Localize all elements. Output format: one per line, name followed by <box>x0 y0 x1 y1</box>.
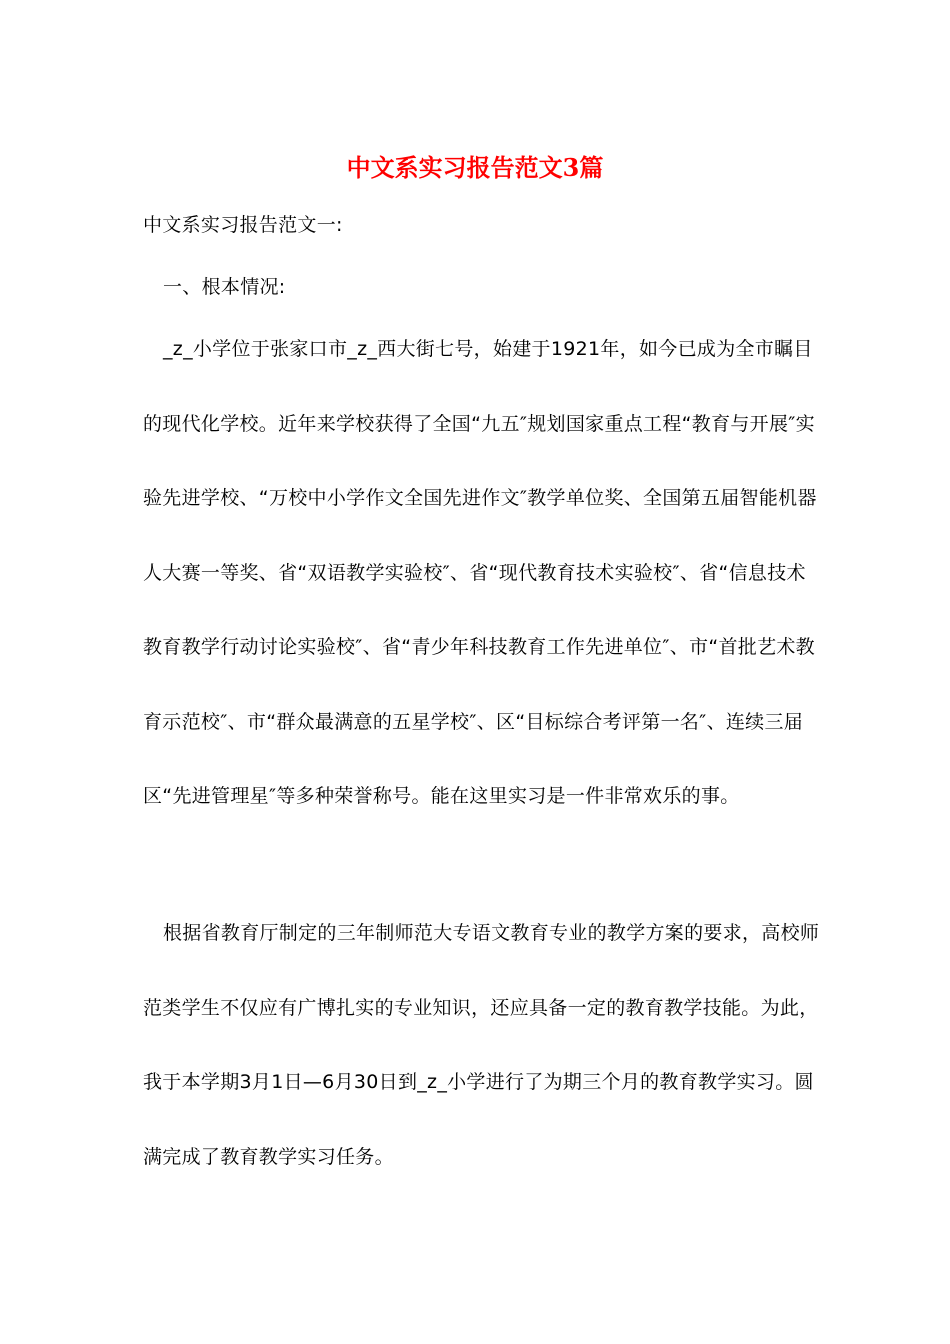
report-subtitle: 中文系实习报告范文一: <box>143 214 343 236</box>
body-paragraph-1: _z_小学位于张家口市_z_西大街七号，始建于1921年，如今已成为全市瞩目的现代化学校。近年来学校获得了全国“九五″规划国家重点工程“教育与开展″实验先进学校、“万校中小学作文全国先进作文″教学单位奖、全国第五届智能机器人大赛一等奖、省“双语教学实验校″、省“现代教育技术实验校″、省“信息技术教育教学行动讨论实验校″、省“青少年科技教育工作先进单位″、市“首批艺术教育示范校″、市“群众最满意的五星学校″、区“目标综合考评第一名″、连续三届区“先进管理星″等多种荣誉称号。能在这里实习是一件非常欢乐的事。 <box>143 338 817 807</box>
body-paragraph-2: 根据省教育厅制定的三年制师范大专语文教育专业的教学方案的要求，高校师范类学生不仅应有广博扎实的专业知识，还应具备一定的教育教学技能。为此，我于本学期3月1日—6月30日到_z_小学进行了为期三个月的教育教学实习。圆满完成了教育教学实习任务。 <box>143 922 820 1168</box>
section-heading: 一、根本情况: <box>163 276 286 298</box>
document-title: 中文系实习报告范文3篇 <box>346 153 604 182</box>
